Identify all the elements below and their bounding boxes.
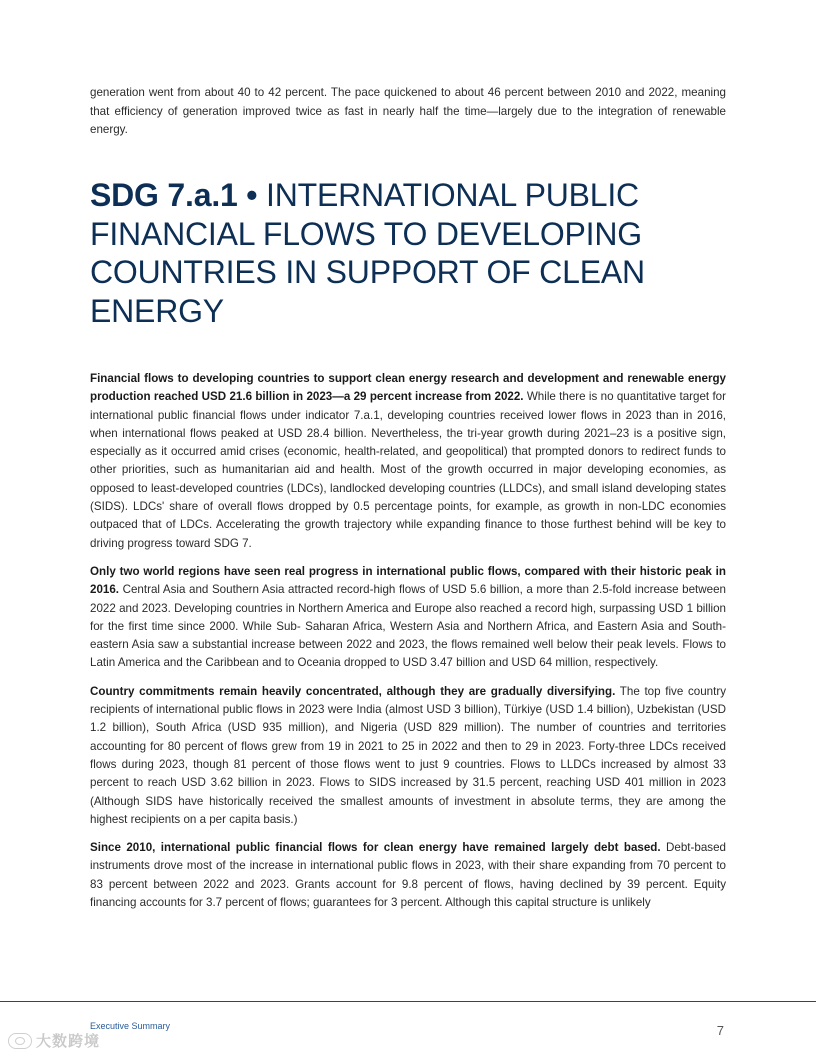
paragraph-text: Central Asia and Southern Asia attracted record-high flows of USD 5.6 billion, a more than 2.5-fold increase between 2022 and 2023. Developing countries in Northern America and Europe also reached a record high, surpassing USD 1 billion for the first time since 2000. While Sub- Saharan Africa, Western Asia and Northern Africa, and Eastern Asia and South-eastern Asia saw a substantial increase between 2022 and 2023, the flows remained well below their peak levels. Flows to Latin America and the Caribbean and to Oceania dropped to USD 3.47 billion and USD 64 million, respectively. bbox=[90, 583, 726, 670]
page-number: 7 bbox=[716, 1023, 724, 1038]
footer-divider bbox=[0, 1001, 816, 1002]
heading-code: SDG 7.a.1 • bbox=[90, 177, 258, 213]
paragraph-lead: Only two world regions have seen real progress in international public flows, compared with their historic peak in 2016. bbox=[90, 564, 726, 597]
intro-paragraph: generation went from about 40 to 42 percent. The pace quickened to about 46 percent between 2010 and 2022, meaning that efficiency of generation improved twice as fast in nearly half the time—largely due to the integration of renewable energy. bbox=[90, 86, 726, 136]
paragraph-lead: Country commitments remain heavily concentrated, although they are gradually diversifying. bbox=[90, 684, 616, 698]
paragraph-text: Debt-based instruments drove most of the increase in international public flows in 2023, with their share expanding from 70 percent to 83 percent between 2022 and 2023. Grants account for 9.8 percent of flows, having declined by 39 percent. Equity financing accounts for 3.7 percent of flows; guarantees for 3 percent. Although this capital structure is unlikely bbox=[90, 841, 726, 910]
paragraph-lead: Since 2010, international public financial flows for clean energy have remained largely debt based. bbox=[90, 841, 661, 855]
watermark bbox=[8, 1030, 100, 1051]
section-heading bbox=[90, 176, 730, 330]
paragraph-text: The top five country recipients of international public flows in 2023 were India (almost USD 3 billion), Türkiye (USD 1.4 billion), Uzbekistan (USD 1.2 billion), South Africa (USD 935 million), and Nigeria (USD 829 million). The number of countries and territories accounting for 80 percent of flows grew from 19 in 2021 to 25 in 2022 and then to 29 in 2023. Forty-three LDCs received flows during 2023, though 81 percent of those flows went to just 9 countries. Flows to LLDCs increased by almost 33 percent to reach USD 3.62 billion in 2023. Flows to SIDS increased by 31.5 percent, reaching USD 401 million in 2023 (Although SIDS have historically received the smallest amounts of investment in absolute terms, they are among the highest recipients on a per capita basis.) bbox=[90, 684, 726, 826]
paragraph bbox=[90, 839, 726, 912]
paragraph bbox=[90, 370, 726, 553]
heading-title: INTERNATIONAL PUBLIC FINANCIAL FLOWS TO DEVELOPING COUNTRIES IN SUPPORT OF CLEAN ENERGY bbox=[90, 177, 645, 329]
paragraph bbox=[90, 563, 726, 673]
footer-section-label: Executive Summary bbox=[90, 1021, 171, 1031]
paragraph-text: While there is no quantitative target for international public financial flows under indicator 7.a.1, developing countries received lower flows in 2023 than in 2016, when international flows peaked at USD 28.4 billion. Nevertheless, the tri-year growth during 2021–23 is a positive sign, especially as it occurred amid crises (economic, health-related, and geopolitical) that prompted donors to redirect funds to other priorities, such as humanitarian aid and health. Most of the growth occurred in major developing economies, as opposed to least-developed countries (LDCs), landlocked developing countries (LLDCs), and small island developing states (SIDS). LDCs' share of overall flows dropped by 0.5 percentage points, for example, as growth in non-LDC economies outpaced that of LDCs. Accelerating the growth trajectory while expanding finance to those furthest behind will be key to driving progress toward SDG 7. bbox=[90, 390, 726, 550]
body-text bbox=[90, 370, 726, 922]
paragraph bbox=[90, 683, 726, 829]
paragraph-lead: Financial flows to developing countries to support clean energy research and development and renewable energy production reached USD 21.6 billion in 2023—a 29 percent increase from 2022. bbox=[90, 372, 726, 404]
watermark-text: 大数跨境 bbox=[36, 1033, 101, 1050]
watermark-logo-icon bbox=[8, 1033, 32, 1049]
